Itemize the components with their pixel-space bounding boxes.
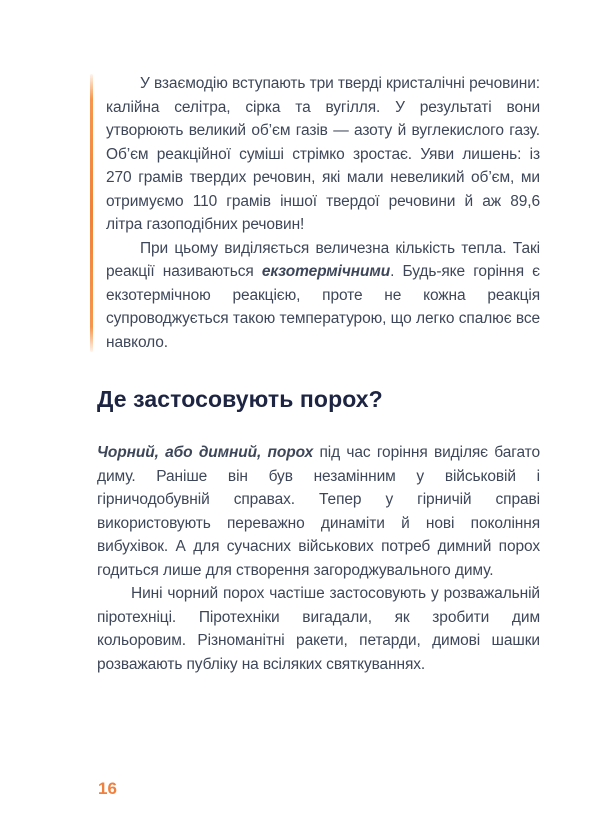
section-heading: Де застосовують порох? [97,386,383,412]
emphasis-text: екзотермічними [261,263,391,280]
text-run: При цьому виділяється величезна кількість тепла. Такі реакції називаються [106,239,540,280]
page-content [97,72,540,676]
body-paragraph [97,582,540,676]
quote-block [106,72,540,354]
text-run: У взаємодію вступають три тверді кристалічні речовини: калійна селітра, сірка та вугілля. У результаті вони утворюють великий об’єм газів — азоту й вуглекислого газу. Об’єм реакційної суміші стрімко зростає. Уяви лишень: із 270 грамів твердих речовин, які мали невеликий об’єм, ми отримуємо 110 грамів іншої твердої речовини й аж 89,6 літра газоподібних речовин! [106,75,541,233]
section-paragraphs [97,441,540,676]
text-run: під час горіння виділяє багато диму. Раніше він був незамінним у військовій і гірничодобувній справах. Тепер у гірничій справі використовують переважно динаміти й нові покоління вибухівок. А для сучасних військових потреб димний порох годиться лише для створення загороджувального диму. [97,444,540,579]
emphasis-text: Чорний, або димний, порох [97,444,314,461]
quote-paragraphs [106,72,540,354]
text-run: Нині чорний порох частіше застосовують у розважальній піротехніці. Піротехніки вигадали, як зробити дим кольоровим. Різноманітні ракети, петарди, димові шашки розважають публіку на всіляких святкуваннях. [97,585,540,673]
quote-accent-bar [90,74,93,352]
text-run: . Будь-яке горіння є екзотермічною реакцією, проте не кожна реакція супроводжується такою температурою, що легко спалює все навколо. [106,263,540,351]
body-paragraph [97,441,540,582]
quote-paragraph [106,237,540,355]
page-number: 16 [98,779,117,798]
quote-paragraph [106,72,540,237]
